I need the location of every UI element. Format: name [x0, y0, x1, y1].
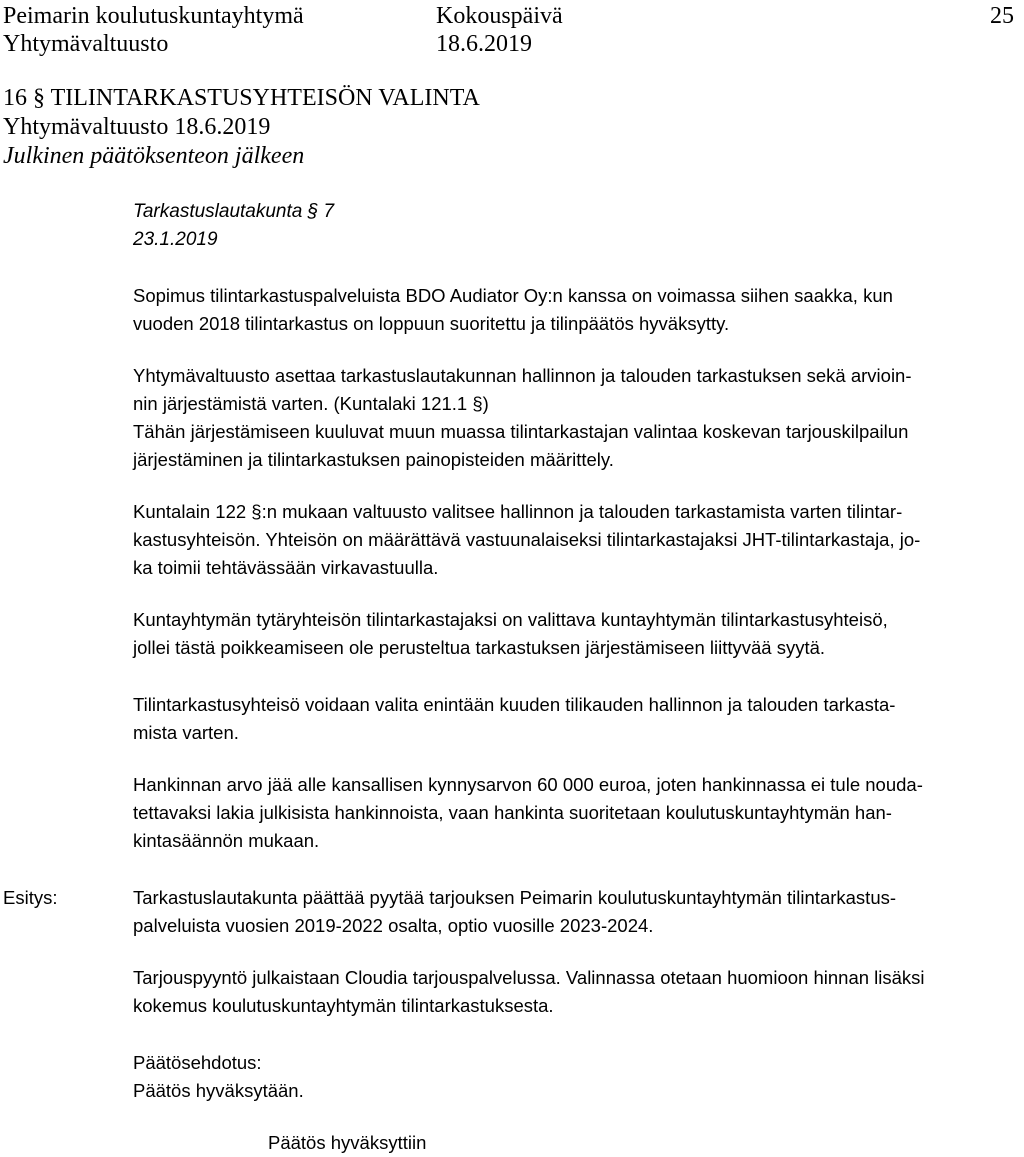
proposal-line: Tarkastuslautakunta päättää pyytää tarjouksen Peimarin koulutuskuntayhtymän tilintarkastus- [133, 887, 897, 908]
paragraph-line: nin järjestämistä varten. (Kuntalaki 121.1 §) [133, 393, 489, 414]
paragraph-audit-arrangement [133, 362, 1013, 474]
paragraph-line: järjestäminen ja tilintarkastuksen painopisteiden määrittely. [133, 449, 614, 470]
decision-proposal-label: Päätösehdotus: [133, 1052, 262, 1073]
paragraph-contract [133, 282, 1013, 338]
publicity-note: Julkinen päätöksenteon jälkeen [3, 143, 305, 169]
paragraph-subsidiary [133, 606, 1013, 662]
paragraph-line: Kuntalain 122 §:n mukaan valtuusto valitsee hallinnon ja talouden tarkastamista varten tilintar- [133, 501, 903, 522]
paragraph-line: mista varten. [133, 722, 239, 743]
paragraph-line: Yhtymävaltuusto asettaa tarkastuslautakunnan hallinnon ja talouden tarkastuksen sekä arvioin- [133, 365, 912, 386]
proposal-line: Tarjouspyyntö julkaistaan Cloudia tarjouspalvelussa. Valinnassa otetaan huomioon hinnan lisäksi [133, 967, 925, 988]
paragraph-line: Kuntayhtymän tytäryhteisön tilintarkastajaksi on valittava kuntayhtymän tilintarkastusyhteisö, [133, 609, 888, 630]
paragraph-line: kintasäännön mukaan. [133, 830, 320, 851]
proposal-line: kokemus koulutuskuntayhtymän tilintarkastuksesta. [133, 995, 554, 1016]
proposal-label: Esitys: [3, 887, 58, 908]
paragraph-line: Tähän järjestämiseen kuuluvat muun muassa tilintarkastajan valintaa koskevan tarjouskilpailun [133, 421, 909, 442]
paragraph-procurement [133, 771, 1013, 855]
paragraph-line: Hankinnan arvo jää alle kansallisen kynnysarvon 60 000 euroa, joten hankinnassa ei tule nouda- [133, 774, 923, 795]
proposal-additional [133, 964, 1013, 1020]
decision-proposal-text: Päätös hyväksytään. [133, 1080, 304, 1101]
header-meeting-date: 18.6.2019 [436, 31, 532, 57]
paragraph-term [133, 691, 1013, 747]
section-subtitle: Yhtymävaltuusto 18.6.2019 [3, 114, 271, 140]
page-number: 25 [990, 3, 1014, 29]
paragraph-line: Tilintarkastusyhteisö voidaan valita enintään kuuden tilikauden hallinnon ja talouden tarkasta- [133, 694, 896, 715]
header-body: Yhtymävaltuusto [3, 31, 169, 57]
proposal-text [133, 884, 1013, 940]
reference-date: 23.1.2019 [133, 229, 218, 250]
paragraph-line: vuoden 2018 tilintarkastus on loppuun suoritettu ja tilinpäätös hyväksytty. [133, 313, 730, 334]
proposal-line: palveluista vuosien 2019-2022 osalta, optio vuosille 2023-2024. [133, 915, 654, 936]
header-org: Peimarin koulutuskuntayhtymä [3, 3, 304, 29]
section-title: 16 § TILINTARKASTUSYHTEISÖN VALINTA [3, 85, 480, 111]
paragraph-line: kastusyhteisön. Yhteisön on määrättävä vastuunalaiseksi tilintarkastajaksi JHT-tilintarkastaja, jo- [133, 529, 921, 550]
paragraph-line: tettavaksi lakia julkisista hankinnoista, vaan hankinta suoritetaan koulutuskuntayhtymän han- [133, 802, 892, 823]
paragraph-municipal-law [133, 498, 1013, 582]
paragraph-line: ka toimii tehtävässään virkavastuulla. [133, 557, 439, 578]
decision-result: Päätös hyväksyttiin [268, 1132, 427, 1153]
paragraph-line: Sopimus tilintarkastuspalveluista BDO Audiator Oy:n kanssa on voimassa siihen saakka, kun [133, 285, 893, 306]
header-meeting-label: Kokouspäivä [436, 3, 563, 29]
reference-board: Tarkastuslautakunta § 7 [133, 201, 335, 222]
paragraph-line: jollei tästä poikkeamiseen ole perusteltua tarkastuksen järjestämiseen liittyvää syytä. [133, 637, 826, 658]
